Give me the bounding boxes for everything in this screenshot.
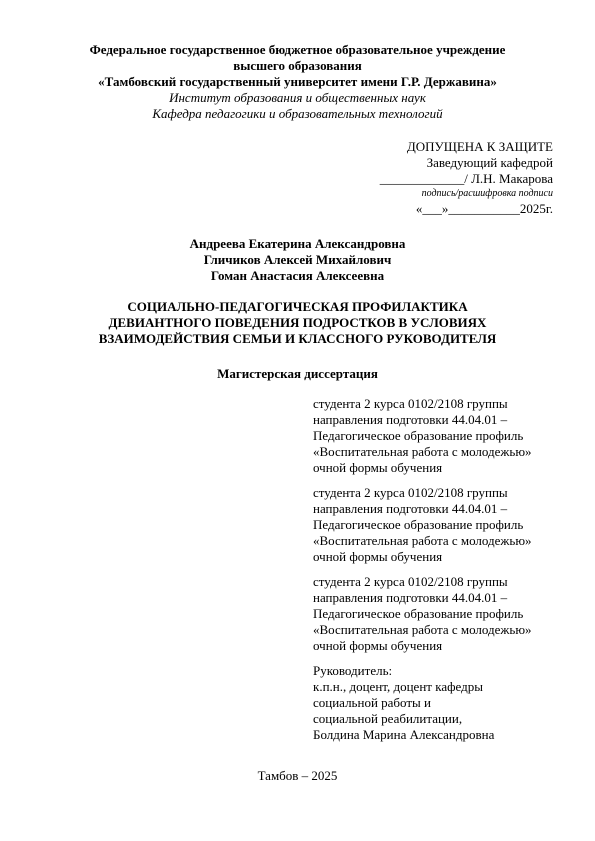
student-course-line: студента 2 курса 0102/2108 группы: [313, 396, 508, 411]
signature-hint: подпись/расшифровка подписи: [421, 188, 553, 199]
student-program-line: Педагогическое образование профиль: [313, 517, 524, 532]
student-program-line: Педагогическое образование профиль: [313, 606, 524, 621]
university-name: «Тамбовский государственный университет имени Г.Р. Державина»: [98, 74, 497, 89]
institute-name: Институт образования и общественных наук: [169, 90, 426, 105]
supervisor-department-line: социальной работы и: [313, 695, 431, 710]
supervisor-department-line: социальной реабилитации,: [313, 711, 463, 726]
author-name: Гличиков Алексей Михайлович: [203, 252, 392, 267]
approval-role: Заведующий кафедрой: [426, 155, 553, 170]
authors-list: [40, 236, 555, 284]
student-course-line: студента 2 курса 0102/2108 группы: [313, 485, 508, 500]
students-info: [313, 396, 573, 663]
student-info-block: [313, 396, 573, 476]
student-profile-line: «Воспитательная работа с молодежью»: [313, 444, 532, 459]
student-course-line: студента 2 курса 0102/2108 группы: [313, 574, 508, 589]
student-form-line: очной формы обучения: [313, 638, 443, 653]
student-form-line: очной формы обучения: [313, 549, 443, 564]
student-info-block: [313, 574, 573, 654]
institution-header: [40, 42, 555, 122]
thesis-title-line: ВЗАИМОДЕЙСТВИЯ СЕМЬИ И КЛАССНОГО РУКОВОДИТЕЛЯ: [98, 331, 497, 346]
approval-title: ДОПУЩЕНА К ЗАЩИТЕ: [406, 139, 553, 154]
student-direction-line: направления подготовки 44.04.01 –: [313, 412, 508, 427]
approval-block: [313, 139, 553, 217]
supervisor-label: Руководитель:: [313, 663, 393, 678]
city-year: Тамбов – 2025: [257, 768, 338, 783]
supervisor-degree: к.п.н., доцент, доцент кафедры: [313, 679, 483, 694]
document-type: Магистерская диссертация: [217, 366, 378, 381]
approval-date-line: «___»___________2025г.: [415, 201, 553, 216]
student-program-line: Педагогическое образование профиль: [313, 428, 524, 443]
signature-line: _____________/ Л.Н. Макарова: [379, 171, 553, 186]
institution-line-1: Федеральное государственное бюджетное образовательное учреждение: [89, 42, 506, 57]
supervisor-name: Болдина Марина Александровна: [313, 727, 495, 742]
thesis-title-line: ДЕВИАНТНОГО ПОВЕДЕНИЯ ПОДРОСТКОВ В УСЛОВИЯХ: [108, 315, 487, 330]
student-direction-line: направления подготовки 44.04.01 –: [313, 501, 508, 516]
student-form-line: очной формы обучения: [313, 460, 443, 475]
institution-line-2: высшего образования: [233, 58, 362, 73]
author-name: Гоман Анастасия Алексеевна: [210, 268, 385, 283]
student-profile-line: «Воспитательная работа с молодежью»: [313, 622, 532, 637]
department-name: Кафедра педагогики и образовательных технологий: [152, 106, 443, 121]
student-profile-line: «Воспитательная работа с молодежью»: [313, 533, 532, 548]
student-info-block: [313, 485, 573, 565]
student-direction-line: направления подготовки 44.04.01 –: [313, 590, 508, 605]
thesis-title: [40, 299, 555, 347]
supervisor-block: [313, 663, 573, 743]
author-name: Андреева Екатерина Александровна: [189, 236, 406, 251]
thesis-title-line: СОЦИАЛЬНО-ПЕДАГОГИЧЕСКАЯ ПРОФИЛАКТИКА: [127, 299, 468, 314]
